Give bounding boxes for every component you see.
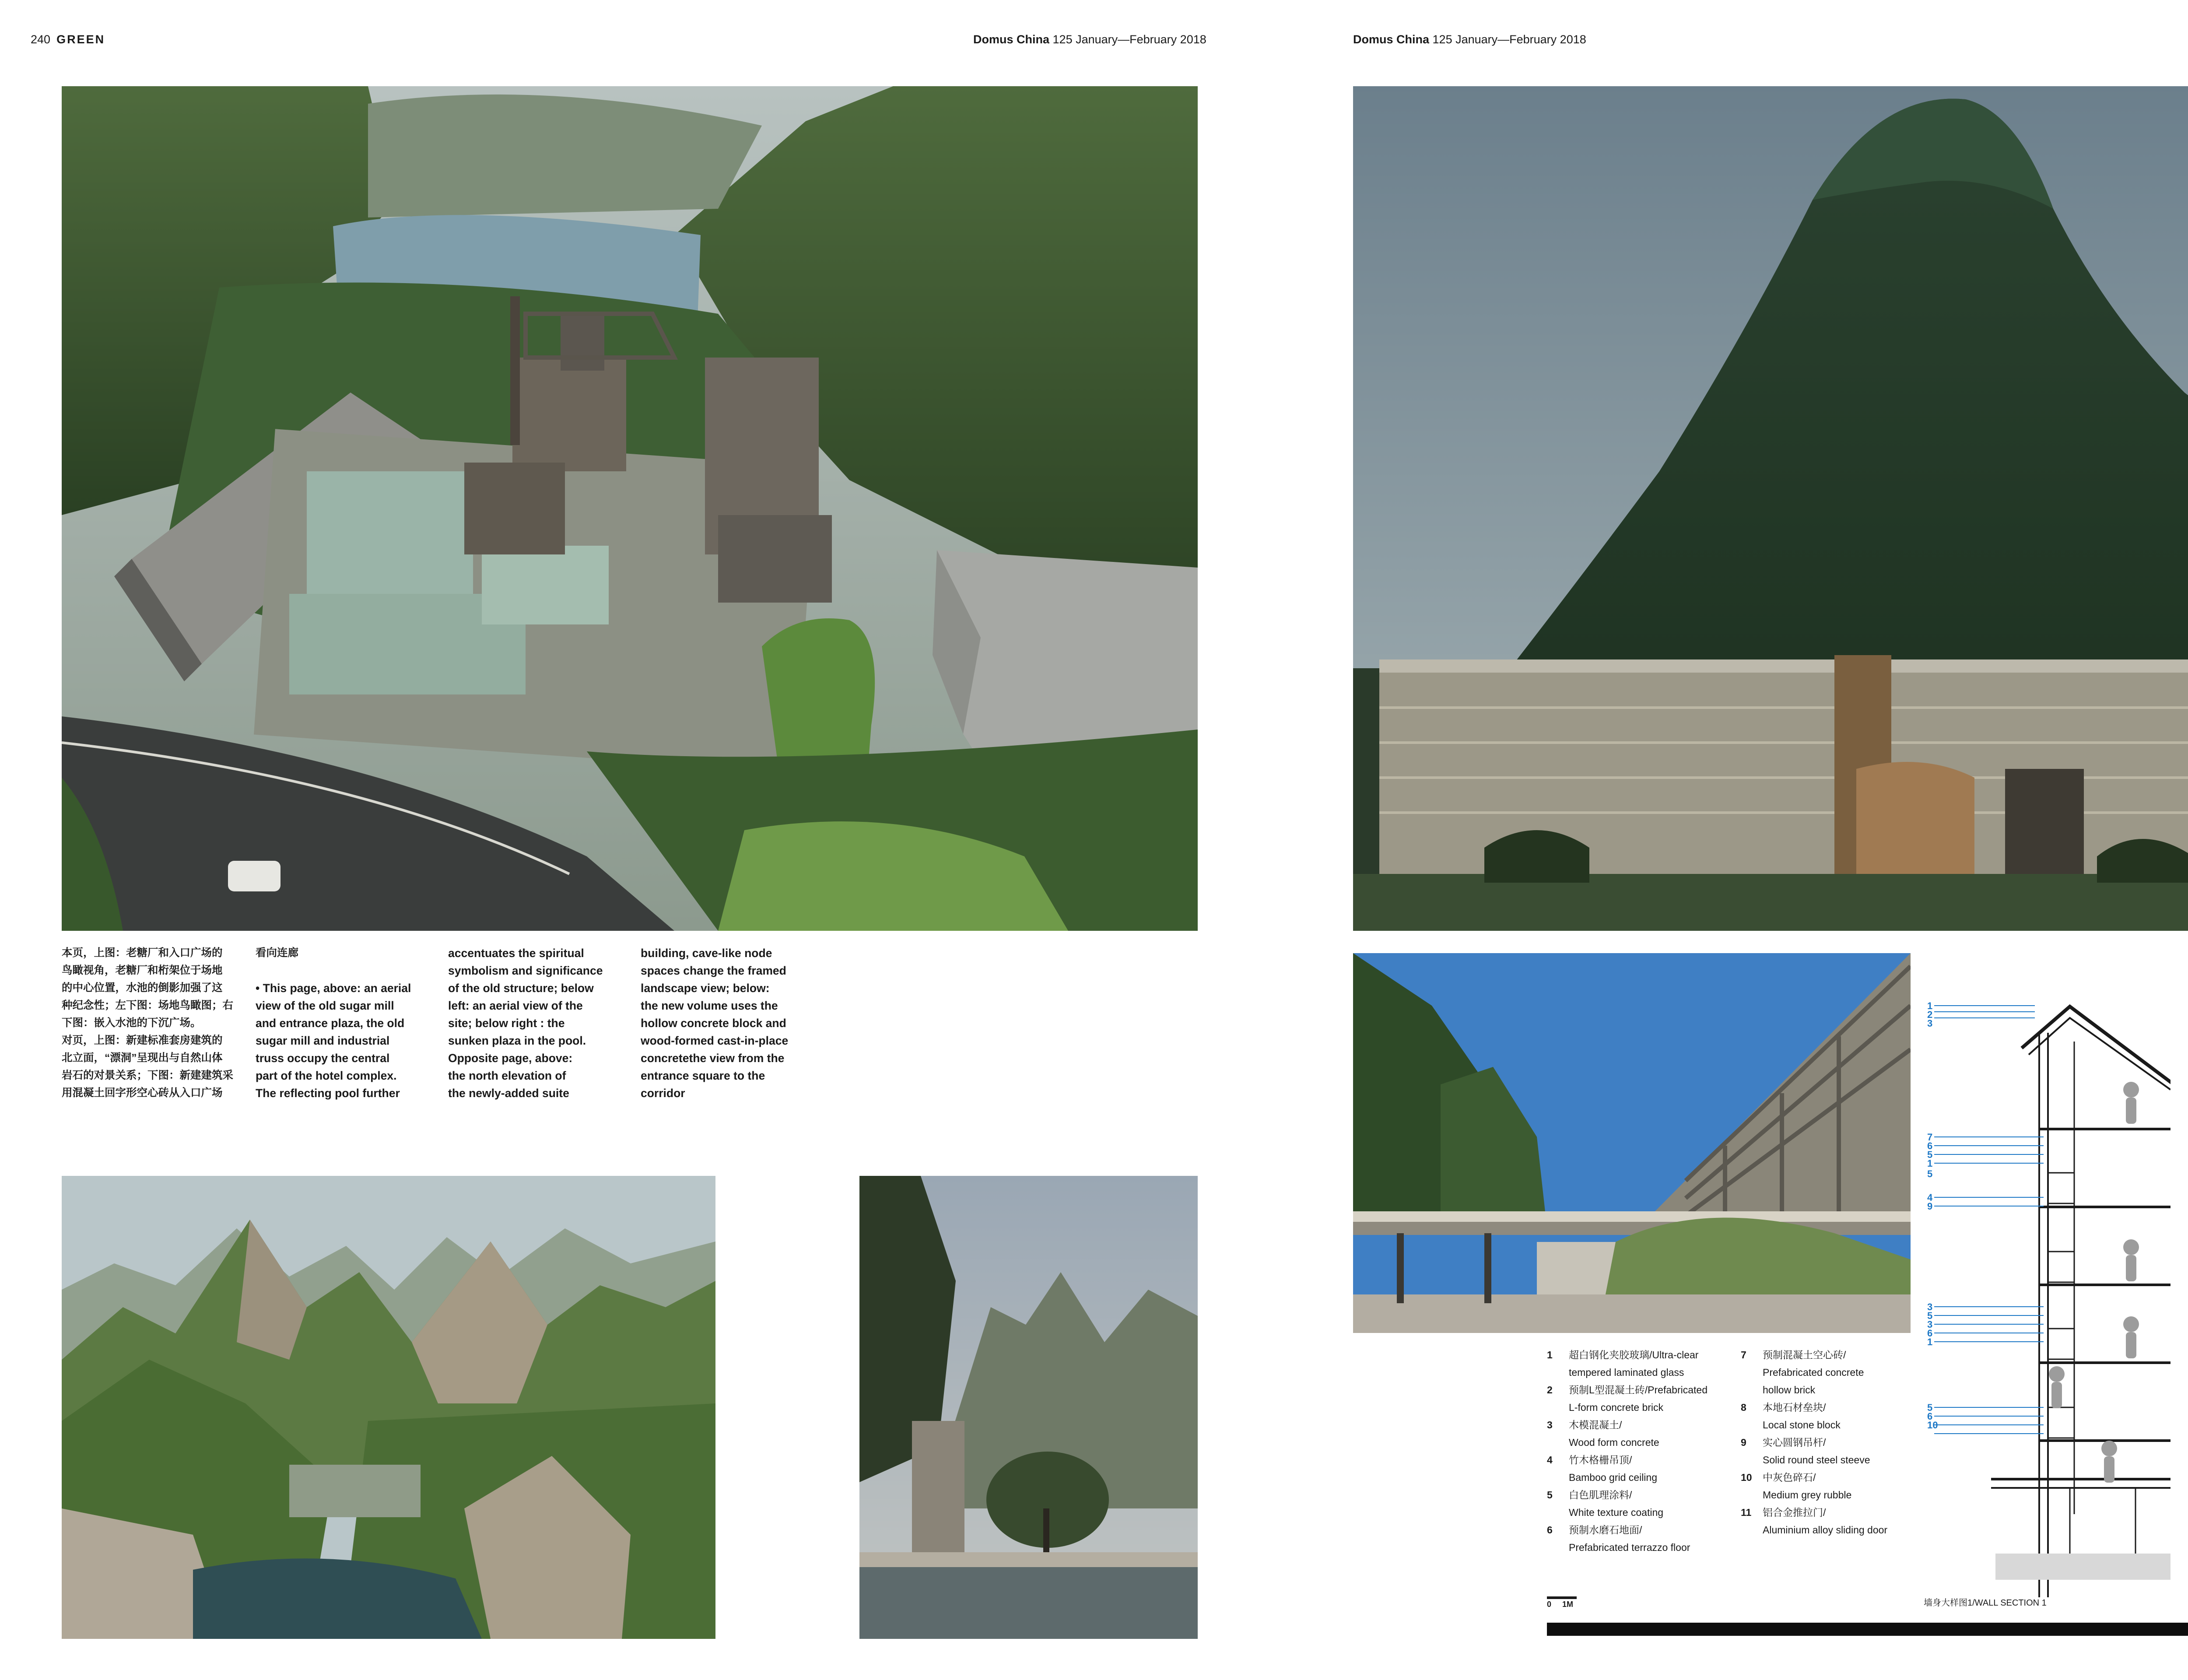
caption-english-col1 bbox=[256, 944, 428, 1102]
page-footer-bar bbox=[1547, 1623, 2188, 1636]
callout-number: 5 bbox=[1927, 1168, 1933, 1179]
caption-line: corridor bbox=[641, 1087, 685, 1100]
caption-line: • This page, above: an aerial bbox=[256, 982, 411, 995]
left-magazine-header bbox=[973, 32, 1206, 46]
left-page-header bbox=[31, 32, 105, 46]
right-magazine-header bbox=[1353, 32, 1586, 46]
callout-number: 2 bbox=[1927, 1009, 1933, 1020]
caption-line: 北立面，“漂洞”呈现出与自然山体 bbox=[62, 1052, 223, 1064]
caption-line: symbolism and significance bbox=[448, 964, 603, 977]
caption-line: 的中心位置，水池的倒影加强了这 bbox=[62, 982, 223, 994]
scale-unit: 1M bbox=[1562, 1600, 1574, 1609]
legend-number: 5 bbox=[1547, 1489, 1553, 1501]
legend-item-desc: hollow brick bbox=[1763, 1384, 1816, 1396]
caption-line: and entrance plaza, the old bbox=[256, 1017, 405, 1030]
legend-number: 7 bbox=[1741, 1349, 1746, 1361]
legend-number: 2 bbox=[1547, 1384, 1553, 1396]
caption-line: 对页，上图：新建标准套房建筑的 bbox=[62, 1035, 223, 1046]
wall-section-1-title: 墙身大样图1/WALL SECTION 1 bbox=[1924, 1598, 2047, 1608]
caption-line: building, cave-like node bbox=[641, 947, 772, 960]
legend-item-desc: Wood form concrete bbox=[1569, 1437, 1659, 1448]
caption-line: wood-formed cast-in-place bbox=[641, 1034, 789, 1047]
caption-line: The reflecting pool further bbox=[256, 1087, 400, 1100]
caption-line: concretethe view from the bbox=[641, 1052, 785, 1065]
caption-line: 岩石的对景关系；下图：新建建筑采 bbox=[62, 1070, 233, 1081]
caption-chinese bbox=[62, 944, 235, 1102]
legend-item-title: 预制L型混凝土砖/Prefabricated bbox=[1569, 1384, 1708, 1396]
caption-line: 鸟瞰视角，老糖厂和桁架位于场地 bbox=[62, 965, 223, 976]
caption-line: landscape view; below: bbox=[641, 982, 770, 995]
legend-item-title: 铝合金推拉门/ bbox=[1763, 1507, 1826, 1518]
caption-line: left: an aerial view of the bbox=[448, 999, 583, 1012]
callout-number: 3 bbox=[1927, 1319, 1933, 1330]
legend-number: 6 bbox=[1547, 1524, 1553, 1536]
legend-number: 4 bbox=[1547, 1454, 1553, 1466]
caption-line: 本页，上图：老糖厂和入口广场的 bbox=[62, 947, 223, 959]
callout-number: 6 bbox=[1927, 1140, 1933, 1151]
caption-line: 看向连廊 bbox=[256, 947, 298, 959]
aerial-sugar-mill-photo bbox=[62, 86, 1198, 931]
callout-number: 5 bbox=[1927, 1310, 1933, 1321]
page-number: 240 bbox=[31, 33, 51, 46]
magazine-name: Domus China bbox=[1353, 33, 1430, 46]
scale-bar-mark bbox=[1547, 1596, 1577, 1599]
issue-info: 125 January—February 2018 bbox=[1052, 33, 1206, 46]
north-elevation-photo bbox=[1353, 86, 2188, 931]
legend-item-title: 实心圆钢吊杆/ bbox=[1763, 1437, 1826, 1448]
callout-number: 10 bbox=[1927, 1420, 1938, 1431]
caption-line: sugar mill and industrial bbox=[256, 1034, 390, 1047]
scale-bar bbox=[1547, 1600, 1573, 1609]
caption-line: the newly-added suite bbox=[448, 1087, 569, 1100]
legend-item-desc: tempered laminated glass bbox=[1569, 1367, 1684, 1378]
legend-number: 11 bbox=[1741, 1507, 1752, 1518]
sunken-plaza-photo bbox=[859, 1176, 1198, 1639]
section-name: GREEN bbox=[56, 33, 105, 46]
legend-item-title: 超白钢化夹胶玻璃/Ultra-clear bbox=[1569, 1349, 1699, 1361]
entrance-corridor-photo bbox=[1353, 953, 1911, 1333]
legend-item-title: 中灰色碎石/ bbox=[1763, 1472, 1816, 1483]
legend-number: 10 bbox=[1741, 1472, 1752, 1483]
caption-line: truss occupy the central bbox=[256, 1052, 390, 1065]
legend-item-desc: Local stone block bbox=[1763, 1419, 1841, 1431]
caption-line: 下图：嵌入水池的下沉广场。 bbox=[62, 1017, 201, 1029]
callout-number: 1 bbox=[1927, 1000, 1933, 1011]
karst-landscape-photo bbox=[62, 1176, 715, 1639]
callout-number: 1 bbox=[1927, 1158, 1933, 1169]
caption-line: sunken plaza in the pool. bbox=[448, 1034, 586, 1047]
legend-item-desc: White texture coating bbox=[1569, 1507, 1664, 1518]
legend-item-title: 预制混凝土空心砖/ bbox=[1763, 1349, 1846, 1361]
callout-number: 6 bbox=[1927, 1328, 1933, 1339]
legend-item-desc: L-form concrete brick bbox=[1569, 1402, 1664, 1413]
legend-number: 1 bbox=[1547, 1349, 1553, 1361]
caption-line: entrance square to the bbox=[641, 1069, 765, 1082]
legend-item-desc: Medium grey rubble bbox=[1763, 1489, 1852, 1501]
legend-item-desc: Prefabricated concrete bbox=[1763, 1367, 1864, 1378]
caption-line: part of the hotel complex. bbox=[256, 1069, 397, 1082]
legend-number: 9 bbox=[1741, 1437, 1746, 1448]
callout-number: 5 bbox=[1927, 1402, 1933, 1413]
legend-item-title: 白色肌理涂料/ bbox=[1569, 1489, 1632, 1501]
callout-number: 3 bbox=[1927, 1018, 1933, 1029]
legend-number: 8 bbox=[1741, 1402, 1746, 1413]
caption-line: accentuates the spiritual bbox=[448, 947, 584, 960]
callout-number: 9 bbox=[1927, 1201, 1933, 1212]
issue-info: 125 January—February 2018 bbox=[1432, 33, 1586, 46]
callout-number: 5 bbox=[1927, 1149, 1933, 1160]
caption-line: the new volume uses the bbox=[641, 999, 778, 1012]
legend-item-title: 本地石材垒块/ bbox=[1763, 1402, 1826, 1413]
caption-line: Opposite page, above: bbox=[448, 1052, 573, 1065]
callout-number: 1 bbox=[1927, 1336, 1933, 1347]
callout-number: 3 bbox=[1927, 1301, 1933, 1312]
legend-item-title: 木模混凝土/ bbox=[1569, 1419, 1622, 1431]
legend-number: 3 bbox=[1547, 1419, 1553, 1431]
legend-column-1 bbox=[1547, 1346, 1731, 1574]
legend-item-desc: Aluminium alloy sliding door bbox=[1763, 1524, 1888, 1536]
caption-line: of the old structure; below bbox=[448, 982, 594, 995]
legend-item-desc: Prefabricated terrazzo floor bbox=[1569, 1542, 1690, 1553]
caption-line: view of the old sugar mill bbox=[256, 999, 394, 1012]
caption-line: hollow concrete block and bbox=[641, 1017, 786, 1030]
legend-item-title: 竹木格栅吊顶/ bbox=[1569, 1454, 1632, 1466]
scale-zero: 0 bbox=[1547, 1600, 1552, 1609]
legend-item-desc: Bamboo grid ceiling bbox=[1569, 1472, 1658, 1483]
callout-number: 6 bbox=[1927, 1411, 1933, 1422]
caption-english-col2 bbox=[448, 944, 621, 1102]
wall-section-1-drawing bbox=[1925, 945, 2170, 1597]
caption-line: the north elevation of bbox=[448, 1069, 566, 1082]
caption-line: spaces change the framed bbox=[641, 964, 786, 977]
legend-item-title: 预制水磨石地面/ bbox=[1569, 1524, 1642, 1536]
caption-line: site; below right : the bbox=[448, 1017, 565, 1030]
caption-english-col3 bbox=[641, 944, 813, 1102]
magazine-name: Domus China bbox=[973, 33, 1050, 46]
callout-number: 7 bbox=[1927, 1132, 1933, 1143]
legend-item-desc: Solid round steel steeve bbox=[1763, 1454, 1870, 1466]
caption-line: 用混凝土回字形空心砖从入口广场 bbox=[62, 1087, 223, 1099]
callout-number: 4 bbox=[1927, 1192, 1933, 1203]
caption-line: 种纪念性；左下图：场地鸟瞰图；右 bbox=[62, 1000, 233, 1011]
legend-column-2 bbox=[1741, 1346, 1925, 1556]
